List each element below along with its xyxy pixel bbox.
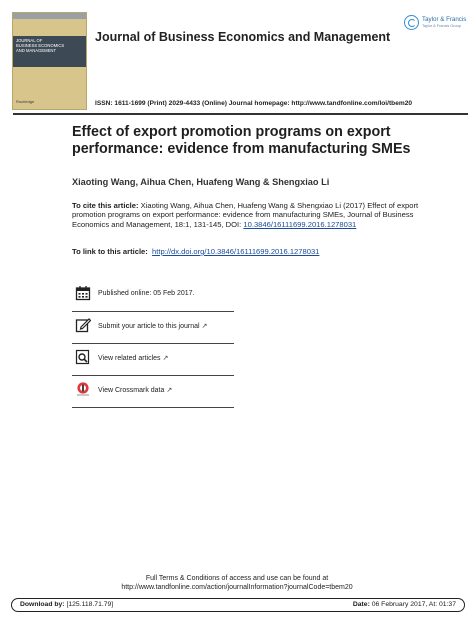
publisher-logo-icon: [404, 15, 419, 30]
submit-article-link[interactable]: [72, 312, 234, 344]
journal-cover-image: [13, 13, 86, 109]
article-link-label: To link to this article:: [72, 247, 148, 256]
issn-line: ISSN: 1611-1699 (Print) 2029-4433 (Online) Journal homepage: http://www.tandfonline.com/loi/tbem20: [95, 100, 413, 107]
crossmark-text: View Crossmark data: [98, 387, 165, 394]
download-date-label: Date:: [352, 601, 370, 608]
cover-top-bar: [13, 13, 86, 19]
cover-title-line: AND MANAGEMENT: [16, 48, 57, 54]
publisher-logo[interactable]: [404, 15, 468, 37]
external-link-icon: ↗: [201, 323, 208, 330]
article-authors: Xiaoting Wang, Aihua Chen, Huafeng Wang & Shengxiao Li: [72, 177, 330, 187]
search-icon: [75, 349, 91, 365]
cover-title-line: BUSINESS ECONOMICS: [16, 43, 65, 49]
citation-text: Xiaoting Wang, Aihua Chen, Huafeng Wang & Shengxiao Li (2017) Effect of export promotion programs on export performance: evidence from manufacturing SMEs, Journal of Business Economics and Management, 18:1, 131-145, DOI:: [72, 201, 419, 229]
citation-block: [72, 201, 422, 229]
cover-title-line: JOURNAL OF: [16, 38, 43, 43]
publisher-logo-subtitle: Taylor & Francis Group: [422, 24, 461, 28]
crossmark-link[interactable]: [72, 376, 234, 408]
related-articles-text: View related articles: [98, 355, 161, 362]
published-online-item: [72, 280, 234, 312]
terms-line: Full Terms & Conditions of access and use can be found at: [145, 575, 329, 582]
citation-label: To cite this article:: [72, 201, 139, 210]
publisher-logo-name: Taylor & Francis: [422, 16, 467, 23]
citation-doi-link[interactable]: 10.3846/16111699.2016.1278031: [243, 219, 357, 229]
header-divider: [13, 113, 468, 115]
crossmark-icon: [75, 381, 91, 397]
submit-article-label-wrap: [98, 322, 207, 330]
download-date: [353, 601, 456, 608]
article-doi-link[interactable]: http://dx.doi.org/10.3846/16111699.2016.1278031: [152, 247, 320, 256]
related-articles-label-wrap: [98, 354, 168, 362]
crossmark-label-wrap: [98, 386, 172, 394]
download-by-label: Download by:: [20, 601, 65, 608]
published-online-text: Published online: 05 Feb 2017.: [98, 290, 195, 297]
related-articles-link[interactable]: [72, 344, 234, 376]
terms-url[interactable]: http://www.tandfonline.com/action/journalInformation?journalCode=tbem20: [121, 584, 353, 591]
edit-icon: [75, 317, 91, 333]
terms-footer: [0, 574, 474, 592]
cover-publisher: Routledge: [16, 99, 35, 104]
external-link-icon: ↗: [162, 355, 169, 362]
download-date-value: 06 February 2017, At: 01:37: [369, 601, 456, 608]
download-by: [20, 601, 113, 608]
journal-title[interactable]: Journal of Business Economics and Management: [95, 30, 391, 44]
calendar-icon: [75, 285, 91, 301]
cover-title: [16, 38, 84, 54]
download-info-bar: [11, 598, 465, 612]
article-actions: [72, 280, 234, 408]
article-link-line: [72, 247, 319, 256]
external-link-icon: ↗: [166, 387, 173, 394]
article-title: Effect of export promotion programs on export performance: evidence from manufacturing SMEs: [72, 124, 411, 157]
download-by-value: [125.118.71.79]: [64, 601, 114, 608]
submit-article-text: Submit your article to this journal: [98, 323, 200, 330]
